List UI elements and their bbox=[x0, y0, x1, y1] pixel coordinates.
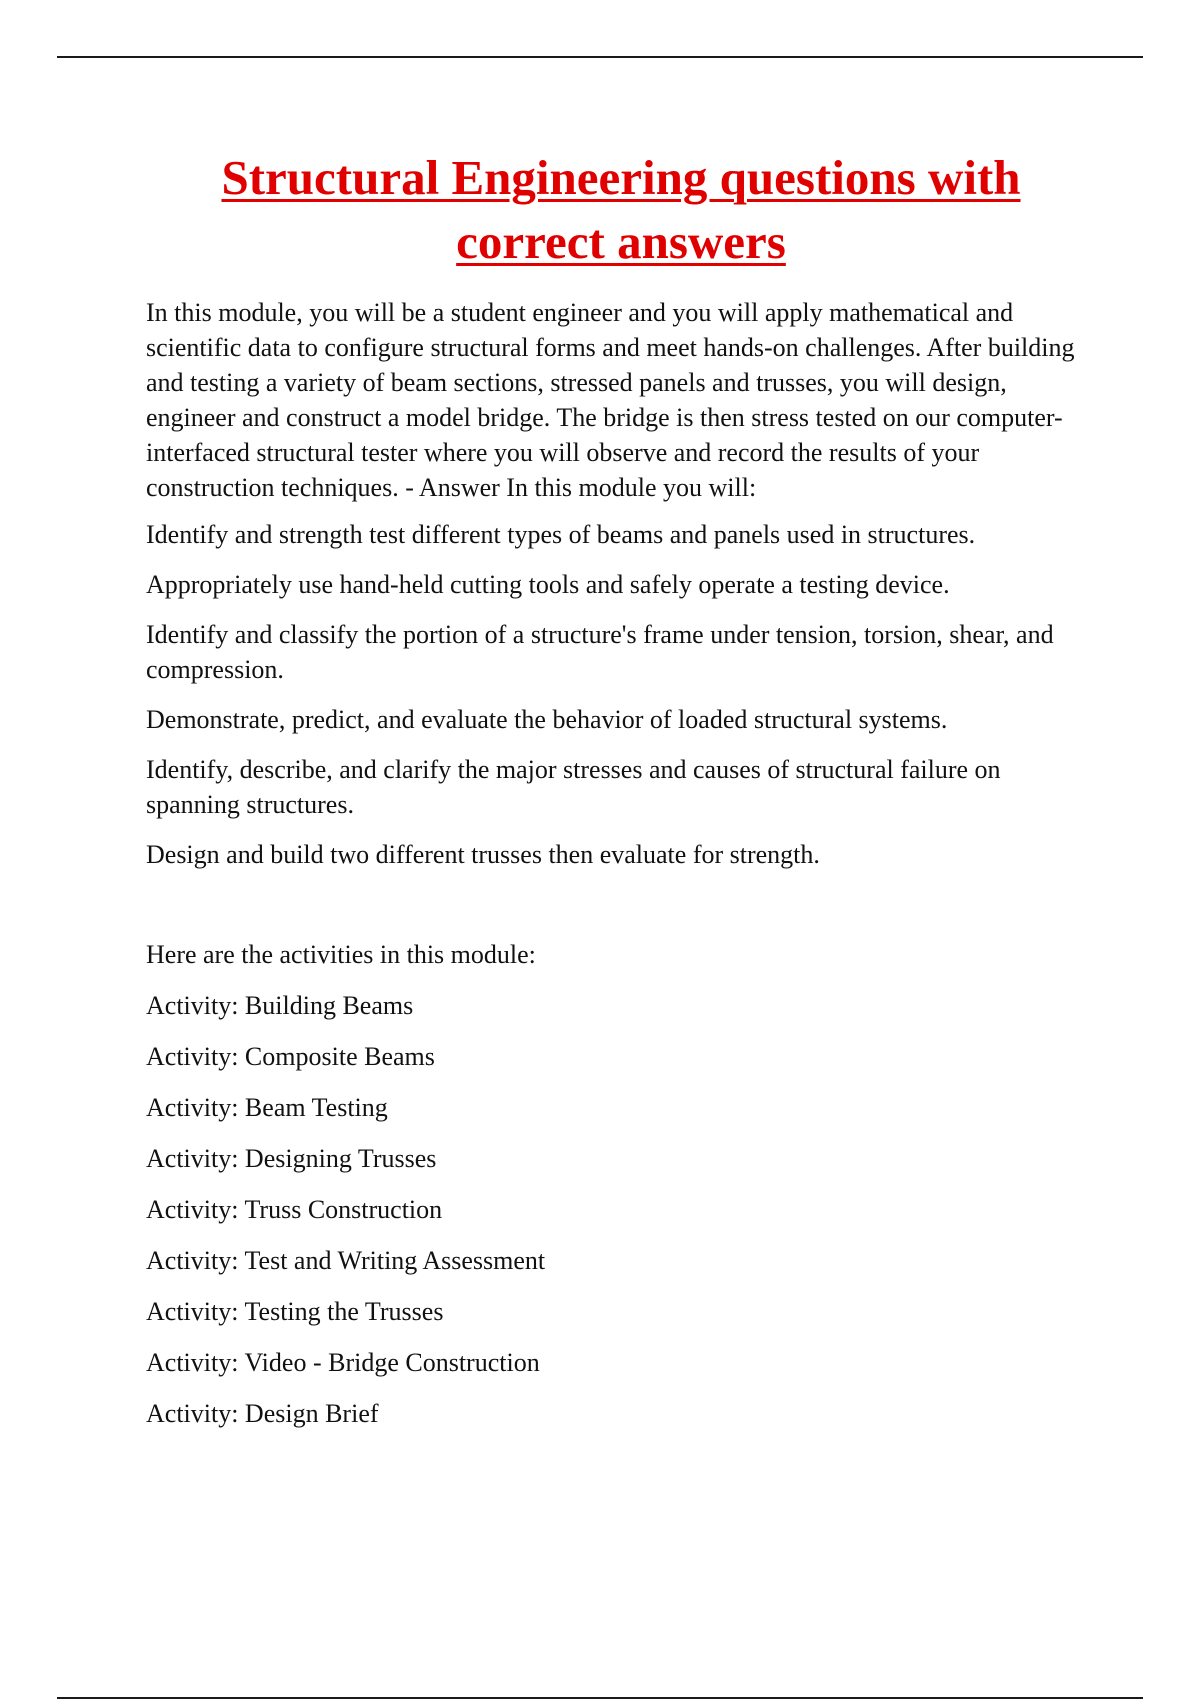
objective-item: Identify and classify the portion of a structure's frame under tension, torsion, shear, and compression. bbox=[146, 620, 1054, 684]
activity-item: Activity: Composite Beams bbox=[146, 1042, 435, 1071]
document-title: Structural Engineering questions with correct answers bbox=[221, 150, 1021, 269]
top-rule bbox=[57, 56, 1143, 58]
activity-item: Activity: Testing the Trusses bbox=[146, 1297, 444, 1326]
objective-item: Design and build two different trusses then evaluate for strength. bbox=[146, 840, 820, 869]
activity-item: Activity: Video - Bridge Construction bbox=[146, 1348, 540, 1377]
objective-item: Appropriately use hand-held cutting tools and safely operate a testing device. bbox=[146, 570, 950, 599]
bottom-rule bbox=[57, 1697, 1143, 1699]
document-page bbox=[146, 146, 1096, 1447]
objective-item: Demonstrate, predict, and evaluate the behavior of loaded structural systems. bbox=[146, 705, 948, 734]
activity-item: Activity: Designing Trusses bbox=[146, 1144, 437, 1173]
activity-item: Activity: Design Brief bbox=[146, 1399, 379, 1428]
activities-heading: Here are the activities in this module: bbox=[146, 940, 536, 969]
activity-item: Activity: Test and Writing Assessment bbox=[146, 1246, 546, 1275]
document-body bbox=[146, 295, 1096, 1431]
activity-item: Activity: Truss Construction bbox=[146, 1195, 443, 1224]
objective-item: Identify and strength test different types of beams and panels used in structures. bbox=[146, 520, 976, 549]
intro-paragraph: In this module, you will be a student engineer and you will apply mathematical and scientific data to configure structural forms and meet hands-on challenges. After building and testing a variety of beam sections, stressed panels and trusses, you will design, engineer and construct a model bridge. The bridge is then stress tested on our computer-interfaced structural tester where you will observe and record the results of your construction techniques. - Answer In this module you will: bbox=[146, 298, 1075, 502]
objective-item: Identify, describe, and clarify the major stresses and causes of structural failure on spanning structures. bbox=[146, 755, 1001, 819]
activity-item: Activity: Building Beams bbox=[146, 991, 414, 1020]
activity-item: Activity: Beam Testing bbox=[146, 1093, 388, 1122]
section-spacer bbox=[146, 887, 1096, 937]
